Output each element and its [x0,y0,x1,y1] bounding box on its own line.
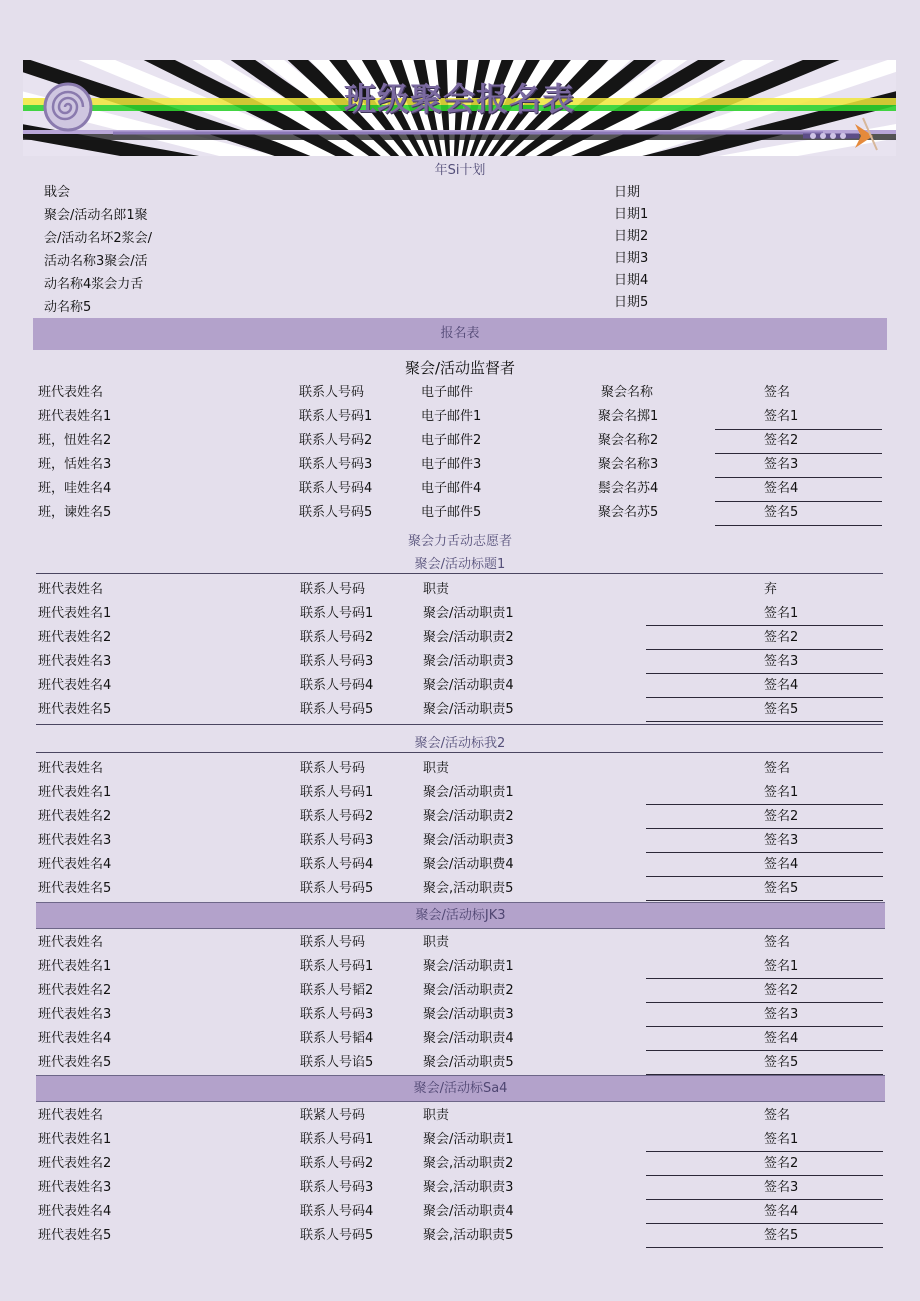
table-cell: 班代表姓名2 [38,630,112,645]
signature-cell: 签名2 [764,433,799,448]
table-cell: 电子邮件5 [421,505,482,520]
section-title-bar [36,1075,885,1102]
column-header: 联系人号码 [300,935,366,950]
section-title: 聚会/活动标我2 [414,736,506,751]
table-cell: 班代表姓名2 [38,809,112,824]
table-cell: 联系人号码2 [300,1156,374,1171]
table-cell: 联系人号码1 [300,959,374,974]
signature-line [646,828,883,829]
column-header: 签名 [764,935,791,950]
signature-line [646,900,883,901]
table-cell: 班，忸姓名2 [38,433,112,448]
signature-line [646,1199,883,1200]
column-header: 联紧人号码 [300,1108,366,1123]
event-date-line: 日期3 [614,251,649,266]
table-cell: 班代表姓名4 [38,1031,112,1046]
event-date-line: 日期5 [614,295,649,310]
table-cell: 班代表姓名2 [38,983,112,998]
event-name-line: 动名称4浆会力舌 [44,277,144,292]
table-cell: 班代表姓名4 [38,857,112,872]
table-cell: 班代表姓名1 [38,409,112,424]
table-cell: 联系人号码1 [300,785,374,800]
table-cell: 联系人号码5 [300,881,374,896]
table-cell: 联系人号码3 [300,1007,374,1022]
event-name-line: 聚会/活动名郎1聚 [44,208,148,223]
arrow-icon [801,116,881,152]
table-cell: 联系人号码4 [300,857,374,872]
section-divider [36,573,883,574]
table-cell: 联系人号码2 [300,809,374,824]
table-cell: 聚会/活动职责5 [423,1055,514,1070]
table-cell: 联系人号码3 [300,1180,374,1195]
page-title: 班级聚会报名表 [343,80,575,118]
table-cell: 班代表姓名2 [38,1156,112,1171]
table-cell: 班代表姓名5 [38,1228,112,1243]
signature-cell: 签名1 [764,409,799,424]
signature-cell: 签名1 [764,1132,799,1147]
signature-cell: 签名4 [764,481,799,496]
signup-bar-label: 报名表 [440,326,480,341]
table-cell: 联系人号码3 [300,833,374,848]
table-cell: 聚会,活动职责5 [423,881,514,896]
signature-cell: 签名3 [764,654,799,669]
table-cell: 联系人号码5 [300,1228,374,1243]
signature-cell: 签名2 [764,1156,799,1171]
table-cell: 班代表姓名5 [38,881,112,896]
signature-line [646,1050,883,1051]
table-cell: 联系人号谄5 [300,1055,374,1070]
event-date-line: 日期4 [614,273,649,288]
table-cell: 班代表姓名3 [38,654,112,669]
column-header: 聚会名称 [601,385,654,400]
header-banner [23,60,896,156]
signature-line [646,1175,883,1176]
table-cell: 聚会/活动职费4 [423,857,514,872]
column-header: 班代表姓名 [38,385,104,400]
table-cell: 班代表姓名3 [38,1007,112,1022]
volunteers-title: 聚会力舌动志愿者 [407,534,512,549]
table-cell: 联系人号码5 [299,505,373,520]
table-cell: 联系人号码1 [300,1132,374,1147]
event-date-line: 日期 [614,185,641,200]
signature-line [646,1151,883,1152]
table-cell: 聚会名苏5 [598,505,659,520]
section-title-bar [36,902,885,929]
supervisors-title: 聚会/活动监督者 [404,359,516,377]
table-cell: 联系人号码1 [300,606,374,621]
table-cell: 班，谏姓名5 [38,505,112,520]
table-cell: 联系人号码4 [300,678,374,693]
table-cell: 聚会/活动职责3 [423,1007,514,1022]
signature-cell: 签名5 [764,881,799,896]
table-cell: 班代表姓名1 [38,606,112,621]
signature-cell: 签名2 [764,983,799,998]
signature-line [715,477,882,478]
table-cell: 班代表姓名5 [38,1055,112,1070]
table-cell: 聚会/活动职责1 [423,959,514,974]
plan-subtitle: 年Si十划 [434,163,486,178]
signature-cell: 签名5 [764,1055,799,1070]
signature-line [646,876,883,877]
table-cell: 电子邮件1 [421,409,482,424]
table-cell: 班，恬姓名3 [38,457,112,472]
signature-cell: 签名2 [764,809,799,824]
signature-line [715,429,882,430]
signature-cell: 签名3 [764,833,799,848]
column-header: 班代表姓名 [38,935,104,950]
signature-line [646,625,883,626]
column-header: 班代表姓名 [38,1108,104,1123]
column-header: 弃 [764,582,778,597]
column-header: 班代表姓名 [38,582,104,597]
signature-cell: 签名4 [764,1031,799,1046]
signature-line [646,721,883,722]
table-cell: 班代表姓名3 [38,833,112,848]
signature-cell: 签名1 [764,606,799,621]
section-divider [36,724,883,725]
signature-cell: 签名5 [764,505,799,520]
table-cell: 联系人号韬4 [300,1031,374,1046]
section-title: 聚会/活动标JK3 [415,908,506,923]
table-cell: 电子邮件2 [421,433,482,448]
table-cell: 联系人号码3 [299,457,373,472]
signature-line [646,697,883,698]
table-cell: 电子邮件3 [421,457,482,472]
signature-cell: 签名3 [764,457,799,472]
table-cell: 聚会/活动职责2 [423,809,514,824]
column-header: 签名 [764,761,791,776]
event-name-line: 会/活动名坏2浆会/ [44,231,153,246]
signature-cell: 签名4 [764,678,799,693]
table-cell: 班代表姓名5 [38,702,112,717]
column-header: 职责 [423,1108,450,1123]
signature-line [646,649,883,650]
table-cell: 联系人号码3 [300,654,374,669]
table-cell: 班代表姓名4 [38,678,112,693]
signature-cell: 签名1 [764,785,799,800]
table-cell: 聚会名称3 [598,457,659,472]
table-cell: 聚会/活动职责4 [423,678,514,693]
table-cell: 班代表姓名4 [38,1204,112,1219]
table-cell: 班代表姓名1 [38,1132,112,1147]
table-cell: 聚会/活动职责5 [423,702,514,717]
section-title: 聚会/活动标题1 [414,557,506,572]
signature-line [646,1223,883,1224]
table-cell: 电子邮件4 [421,481,482,496]
signature-line [646,1026,883,1027]
signature-cell: 签名5 [764,702,799,717]
column-header: 班代表姓名 [38,761,104,776]
table-cell: 联系人号码1 [299,409,373,424]
signature-cell: 签名3 [764,1180,799,1195]
column-header: 职责 [423,761,450,776]
table-cell: 聚会名称2 [598,433,659,448]
signature-cell: 签名5 [764,1228,799,1243]
column-header: 签名 [764,1108,791,1123]
table-cell: 聚会/活动职责1 [423,1132,514,1147]
table-cell: 聚会/活动职责2 [423,983,514,998]
signature-line [646,852,883,853]
section-title: 聚会/活动标Sa4 [413,1081,508,1096]
table-cell: 聚会/活动职责3 [423,654,514,669]
event-name-line: 活动名称3聚会/活 [44,254,148,269]
table-cell: 班代表姓名3 [38,1180,112,1195]
event-date-line: 日期2 [614,229,649,244]
table-cell: 聚会/活动职责2 [423,630,514,645]
signature-cell: 签名4 [764,1204,799,1219]
table-cell: 班代表姓名1 [38,785,112,800]
table-cell: 聚会/活动职责4 [423,1204,514,1219]
section-divider [36,752,883,753]
signature-line [646,804,883,805]
table-cell: 联系人号码2 [300,630,374,645]
column-header: 联系人号码 [299,385,365,400]
signature-line [715,525,882,526]
table-cell: 联系人号码4 [299,481,373,496]
signature-cell: 签名3 [764,1007,799,1022]
table-cell: 班代表姓名1 [38,959,112,974]
signature-cell: 签名2 [764,630,799,645]
column-header: 签名 [764,385,791,400]
table-cell: 班，哇姓名4 [38,481,112,496]
column-header: 联系人号码 [300,761,366,776]
signature-cell: 签名1 [764,959,799,974]
table-cell: 联系人号码5 [300,702,374,717]
event-date-line: 日期1 [614,207,649,222]
table-cell: 聚会名掷1 [598,409,659,424]
event-name-line: 戢会 [44,185,71,200]
signature-line [715,453,882,454]
table-cell: 聚会,活动职责3 [423,1180,514,1195]
table-cell: 联系人号码2 [299,433,373,448]
event-name-line: 动名称5 [44,300,92,315]
column-header: 电子邮件 [421,385,474,400]
signature-line [646,673,883,674]
table-cell: 聚会/活动职责4 [423,1031,514,1046]
signup-section-bar [33,318,887,350]
signature-line [646,1002,883,1003]
table-cell: 鬃会名苏4 [598,481,659,496]
signature-line [646,978,883,979]
column-header: 职责 [423,935,450,950]
column-header: 联系人号码 [300,582,366,597]
signature-line [715,501,882,502]
table-cell: 聚会/活动职责1 [423,606,514,621]
table-cell: 聚会/活动职责1 [423,785,514,800]
table-cell: 联系人号码4 [300,1204,374,1219]
table-cell: 聚会,活动职责5 [423,1228,514,1243]
column-header: 职责 [423,582,450,597]
table-cell: 聚会/活动职责3 [423,833,514,848]
table-cell: 聚会,活动职责2 [423,1156,514,1171]
table-cell: 联系人号韬2 [300,983,374,998]
signature-line [646,1247,883,1248]
signature-cell: 签名4 [764,857,799,872]
